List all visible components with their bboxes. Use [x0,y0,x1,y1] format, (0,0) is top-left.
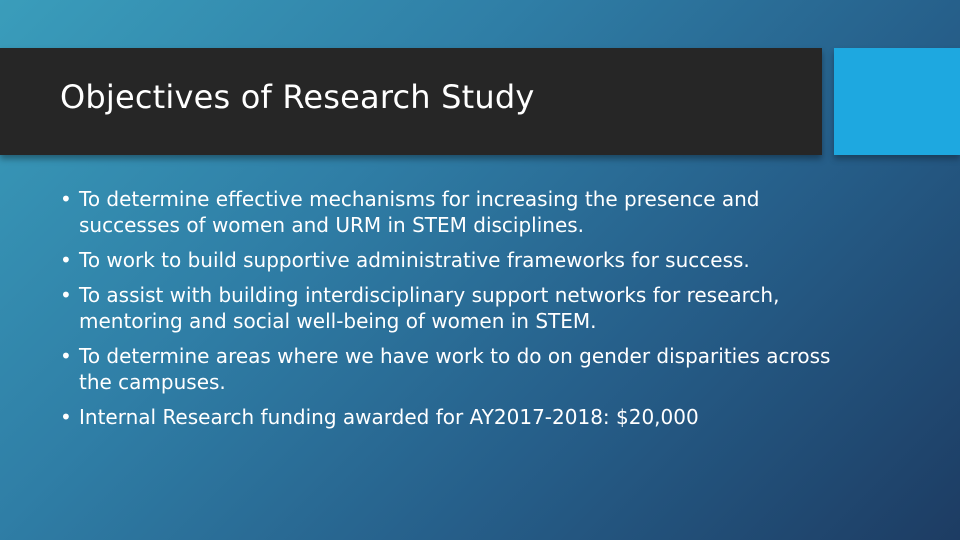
bullet-text: To determine effective mechanisms for increasing the presence and successes of women and URM in STEM disciplines. [79,187,760,237]
bullet-text: Internal Research funding awarded for AY2017-2018: $20,000 [79,405,699,429]
title-bar [0,48,822,155]
bullet-dot-icon: • [60,187,72,211]
bullet-item [60,343,850,395]
bullet-dot-icon: • [60,283,72,307]
bullet-dot-icon: • [60,248,72,272]
accent-block [834,48,960,155]
bullet-dot-icon: • [60,405,72,429]
bullet-text: To work to build supportive administrative frameworks for success. [79,248,750,272]
bullet-dot-icon: • [60,344,72,368]
slide-title: Objectives of Research Study [60,78,535,116]
bullet-item [60,186,850,238]
bullet-item [60,404,850,430]
bullet-item [60,282,850,334]
bullet-list [60,186,850,439]
bullet-text: To determine areas where we have work to do on gender disparities across the campuses. [79,344,831,394]
bullet-text: To assist with building interdisciplinary support networks for research, mentoring and social well-being of women in STEM. [79,283,780,333]
bullet-item [60,247,850,273]
